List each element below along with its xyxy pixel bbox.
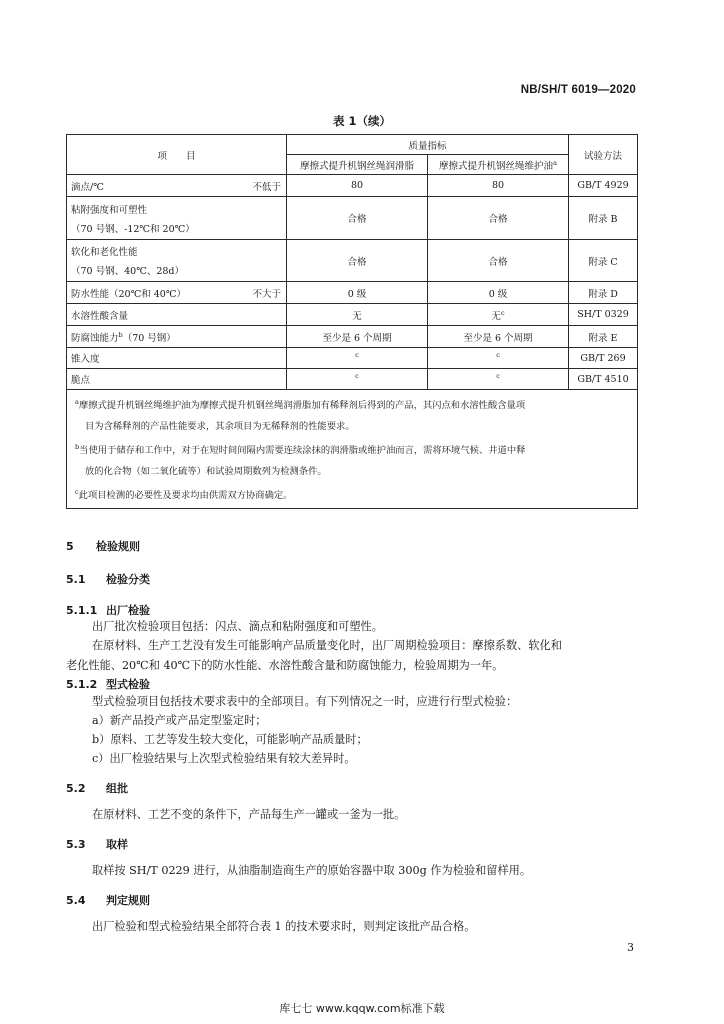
footer-watermark: 库七七 www.kqqw.com标准下载 (279, 1002, 445, 1015)
table-row: 防水性能（20℃和 40℃） 不大于 0 级 0 级 附录 D (67, 282, 638, 304)
list-item: a）新产品投产或产品定型鉴定时； (92, 714, 267, 727)
paragraph: 在原材料、工艺不变的条件下，产品每生产一罐或一釜为一批。 (92, 808, 406, 821)
col-header-method: 试验方法 (569, 135, 638, 175)
section-5-3-heading: 5.3 取样 (66, 838, 128, 851)
table-row: 粘附强度和可塑性 （70 号钢、-12℃和 20℃） 合格 合格 附录 B (67, 197, 638, 240)
section-5-1-1-heading: 5.1.1 出厂检验 (66, 604, 150, 617)
table-row: 软化和老化性能 （70 号钢、40℃、28d） 合格 合格 附录 C (67, 240, 638, 282)
list-item: c）出厂检验结果与上次型式检验结果有较大差异时。 (92, 752, 356, 765)
page-number: 3 (627, 941, 634, 954)
note-b: $^b$当使用于储存和工作中，对于在短时间间隔内需要连续涂抹的润滑脂或维护油而言，需将环境气候、井道中释 (75, 443, 526, 457)
paragraph: 老化性能、20℃和 40℃下的防水性能、水溶性酸含量和防腐蚀能力，检验周期为一年。 (66, 659, 504, 672)
spec-table (66, 134, 638, 509)
col-header-quality: 质量指标 (287, 135, 569, 155)
col-header-oil: 摩擦式提升机钢丝绳维护油$^a$ (428, 155, 569, 175)
paragraph: 在原材料、生产工艺没有发生可能影响产品质量变化时，出厂周期检验项目：摩擦系数、软化和 (92, 639, 562, 652)
table-row: 脆点 $^c$ $^c$ GB/T 4510 (67, 369, 638, 390)
list-item: b）原料、工艺等发生较大变化，可能影响产品质量时； (92, 733, 368, 746)
paragraph: 出厂批次检验项目包括：闪点、滴点和粘附强度和可塑性。 (92, 620, 383, 633)
table-notes: $^a$摩擦式提升机钢丝绳维护油为摩擦式提升机钢丝绳润滑脂加有稀释剂后得到的产品，其闪点和水溶性酸含量项 目为含稀释剂的产品性能要求，其余项目为无稀释剂的性能要求。 $^b$当使用于储存和工作中，对于在短时间间隔内需要连续涂抹的润滑脂或维护油而言，需将环境气候、井道中释 放的化合物（如二氧化硫等）和试验周期数列为检测条件。 $^c$此项目检测的必要性及要求均由供需双方协商确定。 (67, 390, 638, 509)
table-row: 防腐蚀能力$^b$（70 号钢） 至少是 6 个周期 至少是 6 个周期 附录 E (67, 326, 638, 348)
paragraph: 取样按 SH/T 0229 进行，从油脂制造商生产的原始容器中取 300g 作为检验和留样用。 (92, 864, 532, 877)
table-title: 表 1（续） (332, 114, 391, 128)
paragraph: 出厂检验和型式检验结果全部符合表 1 的技术要求时，则判定该批产品合格。 (92, 920, 476, 933)
table-row: 锥入度 $^c$ $^c$ GB/T 269 (67, 348, 638, 369)
section-5-4-heading: 5.4 判定规则 (66, 894, 150, 907)
table-row: 水溶性酸含量 无 无$^c$ SH/T 0329 (67, 304, 638, 326)
paragraph: 型式检验项目包括技术要求表中的全部项目。有下列情况之一时，应进行行型式检验： (92, 695, 518, 708)
col-header-item: 项 目 (67, 135, 287, 175)
section-5-2-heading: 5.2 组批 (66, 782, 128, 795)
standard-code: NB/SH/T 6019—2020 (520, 84, 636, 96)
note-c: $^c$此项目检测的必要性及要求均由供需双方协商确定。 (75, 488, 293, 502)
note-a: $^a$摩擦式提升机钢丝绳维护油为摩擦式提升机钢丝绳润滑脂加有稀释剂后得到的产品，其闪点和水溶性酸含量项 (75, 398, 526, 412)
section-5-1-heading: 5.1 检验分类 (66, 573, 150, 586)
section-5-1-2-heading: 5.1.2 型式检验 (66, 678, 150, 691)
section-5-heading: 5 检验规则 (66, 540, 140, 553)
col-header-grease: 摩擦式提升机钢丝绳润滑脂 (287, 155, 428, 175)
table-row: 滴点/℃ 不低于 80 80 GB/T 4929 (67, 175, 638, 197)
